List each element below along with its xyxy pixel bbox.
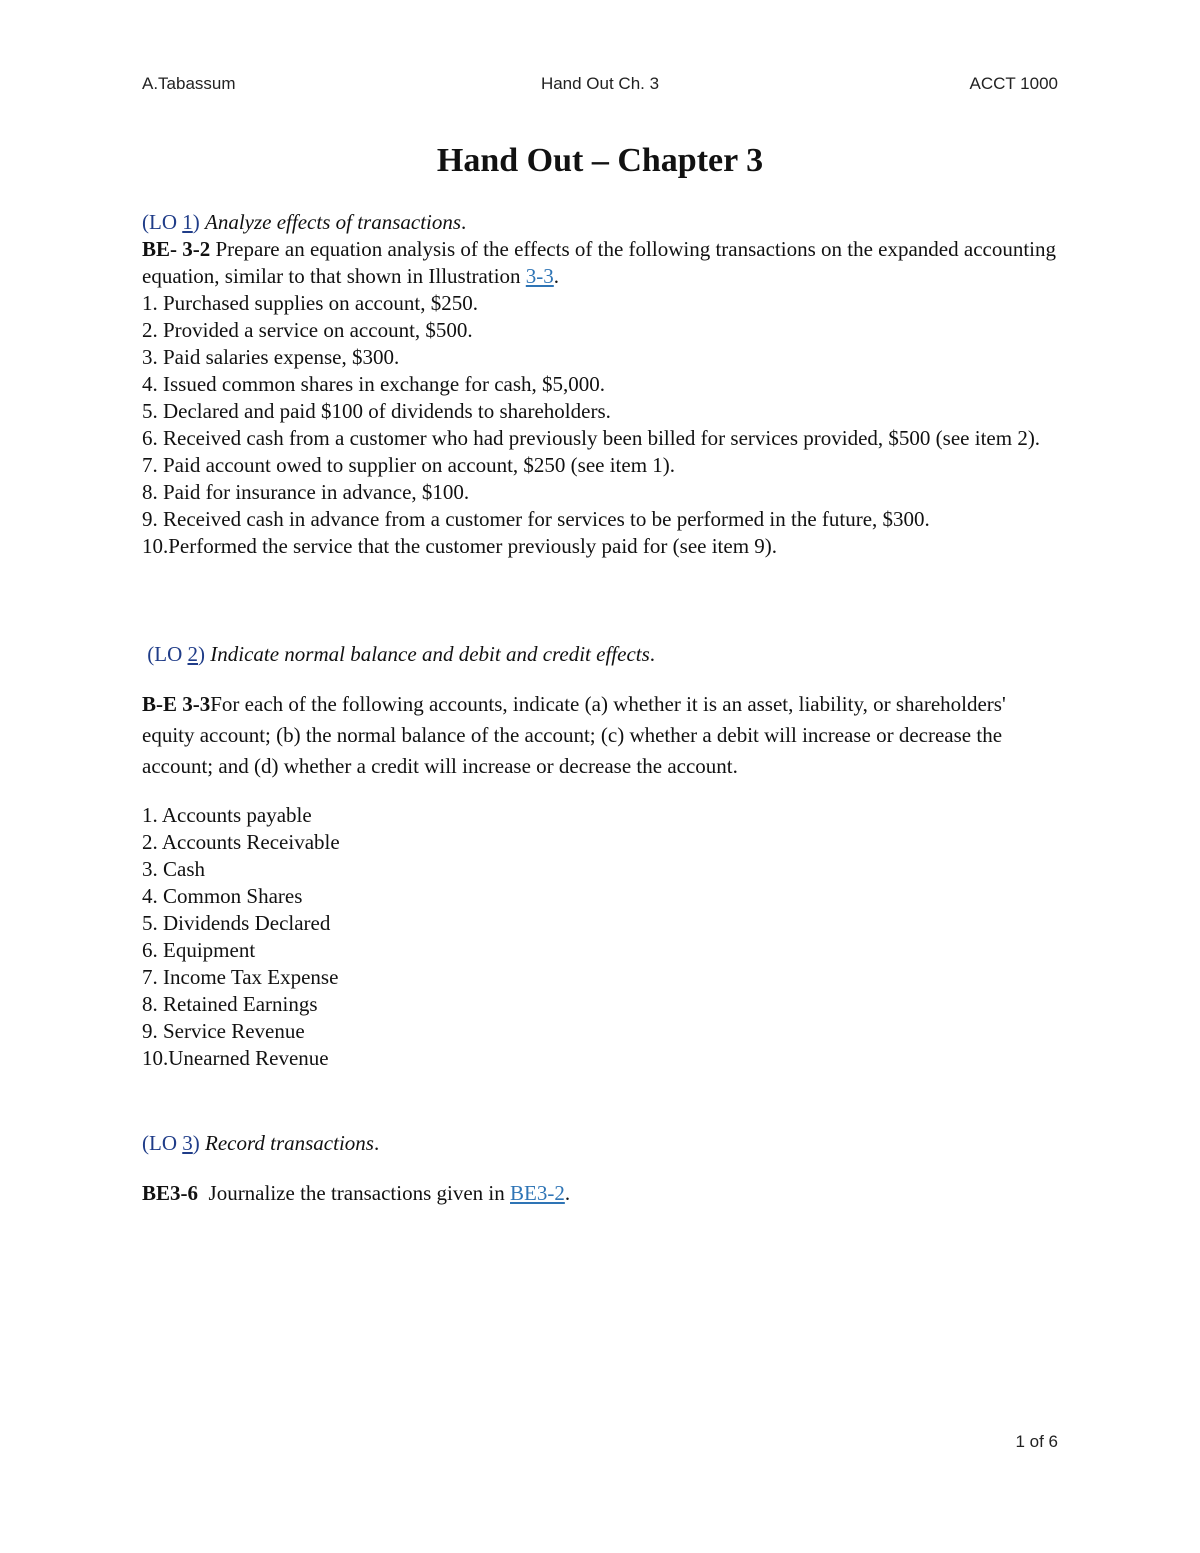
lo-close: )	[198, 642, 205, 666]
page-number: 1 of 6	[1015, 1432, 1058, 1451]
exercise-prompt: BE- 3-2 Prepare an equation analysis of the effects of the following transactions on the expanded accounting equation, similar to that shown in Illustration 3-3.	[142, 237, 1057, 288]
list-item: 7. Income Tax Expense	[142, 965, 339, 989]
exercise-code: B-E 3-3	[142, 692, 211, 716]
exercise-text: Journalize the transactions given in	[208, 1181, 511, 1205]
lo-heading: (LO 2) Indicate normal balance and debit and credit effects.	[147, 642, 656, 666]
list-item: 8. Paid for insurance in advance, $100.	[142, 480, 470, 504]
lo-heading: (LO 1) Analyze effects of transactions.	[142, 210, 467, 234]
list-item: 5. Declared and paid $100 of dividends to shareholders.	[142, 399, 611, 423]
list-item: 9. Received cash in advance from a customer for services to be performed in the future, $300.	[142, 507, 930, 531]
exercise-text: For each of the following accounts, indicate (a) whether it is an asset, liability, or shareholders' equity account; (b) the normal balance of the account; (c) whether a debit will increase or decrease the account; and (d) whether a credit will increase or decrease the account.	[142, 692, 1006, 778]
section-lo3	[142, 1130, 1062, 1207]
list-item: 3. Cash	[142, 857, 205, 881]
list-item: 4. Common Shares	[142, 884, 303, 908]
lo-close: )	[192, 1131, 200, 1155]
list-item: 4. Issued common shares in exchange for cash, $5,000.	[142, 372, 606, 396]
header-title: Hand Out Ch. 3	[540, 74, 660, 93]
list-item: 2. Provided a service on account, $500.	[142, 318, 473, 342]
illustration-link[interactable]: 3-3	[525, 264, 554, 288]
account-list	[142, 802, 1062, 1072]
list-item: 6. Equipment	[142, 938, 256, 962]
exercise-code: BE3-6	[142, 1181, 199, 1205]
page-header	[142, 74, 1058, 98]
lo-open: (LO	[142, 1131, 183, 1155]
lo-number[interactable]: 2	[187, 642, 198, 666]
list-item: 10.Performed the service that the customer previously paid for (see item 9).	[142, 534, 778, 558]
lo-description: Indicate normal balance and debit and credit effects	[210, 642, 650, 666]
lo-number[interactable]: 3	[182, 1131, 193, 1155]
lo-description: Analyze effects of transactions	[205, 210, 462, 234]
section-lo1	[142, 209, 1062, 560]
list-item: 3. Paid salaries expense, $300.	[142, 345, 400, 369]
list-item: 5. Dividends Declared	[142, 911, 331, 935]
exercise-prompt	[142, 689, 1062, 782]
header-course: ACCT 1000	[969, 74, 1058, 93]
lo-number[interactable]: 1	[182, 210, 193, 234]
header-author: A.Tabassum	[142, 74, 236, 93]
exercise-link[interactable]: BE3-2	[510, 1181, 565, 1205]
list-item: 1. Accounts payable	[142, 803, 312, 827]
exercise-text: Prepare an equation analysis of the effects of the following transactions on the expanded accounting equation, similar to that shown in Illustration	[142, 237, 1057, 288]
list-item: 10.Unearned Revenue	[142, 1046, 329, 1070]
list-item: 2. Accounts Receivable	[142, 830, 340, 854]
lo-description: Record transactions	[205, 1131, 374, 1155]
transaction-list	[142, 290, 1062, 560]
list-item: 7. Paid account owed to supplier on account, $250 (see item 1).	[142, 453, 676, 477]
exercise-prompt: BE3-6 Journalize the transactions given in BE3-2.	[142, 1181, 571, 1205]
list-item: 1. Purchased supplies on account, $250.	[142, 291, 478, 315]
lo-open: (LO	[142, 210, 183, 234]
list-item: 9. Service Revenue	[142, 1019, 305, 1043]
list-item: 8. Retained Earnings	[142, 992, 318, 1016]
page-title: Hand Out – Chapter 3	[436, 142, 764, 179]
lo-close: )	[192, 210, 200, 234]
exercise-code: BE- 3-2	[142, 237, 211, 261]
section-lo2	[142, 641, 1062, 1072]
lo-heading: (LO 3) Record transactions.	[142, 1131, 380, 1155]
list-item: 6. Received cash from a customer who had previously been billed for services provided, $500 (see item 2).	[142, 426, 1041, 450]
lo-open: (LO	[147, 642, 188, 666]
